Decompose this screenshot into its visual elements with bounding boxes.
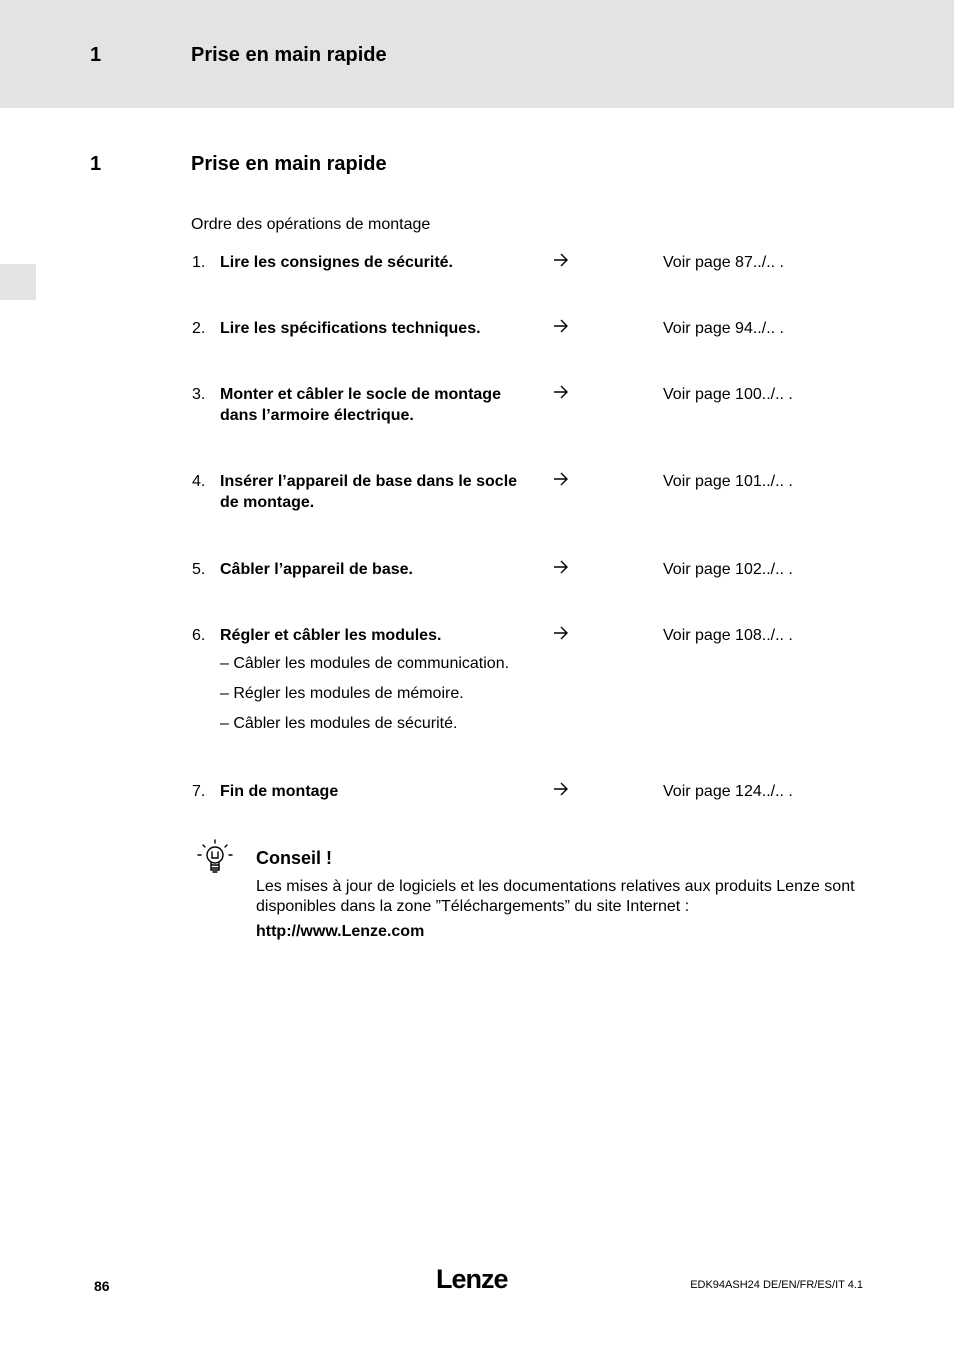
sub-item: – Câbler les modules de sécurité. bbox=[220, 715, 458, 732]
lightbulb-icon bbox=[194, 838, 236, 876]
step-page-ref: Voir page 108../.. . bbox=[663, 627, 793, 644]
step-page-ref: Voir page 101../.. . bbox=[663, 473, 793, 490]
step-page-ref: Voir page 94../.. . bbox=[663, 320, 784, 337]
step-number: 7. bbox=[192, 783, 206, 800]
step-page-ref: Voir page 102../.. . bbox=[663, 561, 793, 578]
sub-item: – Régler les modules de mémoire. bbox=[220, 685, 464, 702]
header-band bbox=[0, 0, 954, 108]
header-chapter-number: 1 bbox=[90, 44, 102, 66]
tip-text: Les mises à jour de logiciels et les documentations relatives aux produits Lenze sont disponibles dans la zone ”Téléchargements” du site Internet : bbox=[256, 878, 855, 915]
arrow-right-icon bbox=[552, 383, 570, 401]
step-number: 5. bbox=[192, 561, 206, 578]
step-text: Fin de montage bbox=[220, 783, 339, 800]
step-text: Monter et câbler le socle de montage dans l’armoire électrique. bbox=[220, 386, 501, 424]
arrow-right-icon bbox=[552, 780, 570, 798]
step-page-ref: Voir page 87../.. . bbox=[663, 254, 784, 271]
sub-item: – Câbler les modules de communication. bbox=[220, 655, 510, 672]
arrow-right-icon bbox=[552, 624, 570, 642]
lenze-logo: Lenze bbox=[436, 1264, 508, 1294]
step-number: 2. bbox=[192, 320, 206, 337]
step-text: Lire les spécifications techniques. bbox=[220, 320, 481, 337]
step-page-ref: Voir page 100../.. . bbox=[663, 386, 793, 403]
step-number: 6. bbox=[192, 627, 206, 644]
side-tab-marker bbox=[0, 264, 36, 300]
step-number: 4. bbox=[192, 473, 206, 490]
step-number: 3. bbox=[192, 386, 206, 403]
step-number: 1. bbox=[192, 254, 206, 271]
section-title: Prise en main rapide bbox=[191, 153, 387, 175]
arrow-right-icon bbox=[552, 317, 570, 335]
section-number: 1 bbox=[90, 153, 102, 175]
intro-text: Ordre des opérations de montage bbox=[191, 216, 431, 233]
step-text: Câbler l’appareil de base. bbox=[220, 561, 413, 578]
tip-title: Conseil ! bbox=[256, 848, 333, 868]
step-text: Régler et câbler les modules. bbox=[220, 627, 442, 644]
arrow-right-icon bbox=[552, 558, 570, 576]
page-number: 86 bbox=[94, 1278, 110, 1294]
step-text: Insérer l’appareil de base dans le socle de montage. bbox=[220, 473, 518, 511]
header-chapter-title: Prise en main rapide bbox=[191, 44, 387, 66]
step-text: Lire les consignes de sécurité. bbox=[220, 254, 453, 271]
step-page-ref: Voir page 124../.. . bbox=[663, 783, 793, 800]
tip-url-link[interactable]: http://www.Lenze.com bbox=[256, 923, 425, 940]
arrow-right-icon bbox=[552, 470, 570, 488]
arrow-right-icon bbox=[552, 251, 570, 269]
document-code: EDK94ASH24 DE/EN/FR/ES/IT 4.1 bbox=[690, 1279, 863, 1291]
